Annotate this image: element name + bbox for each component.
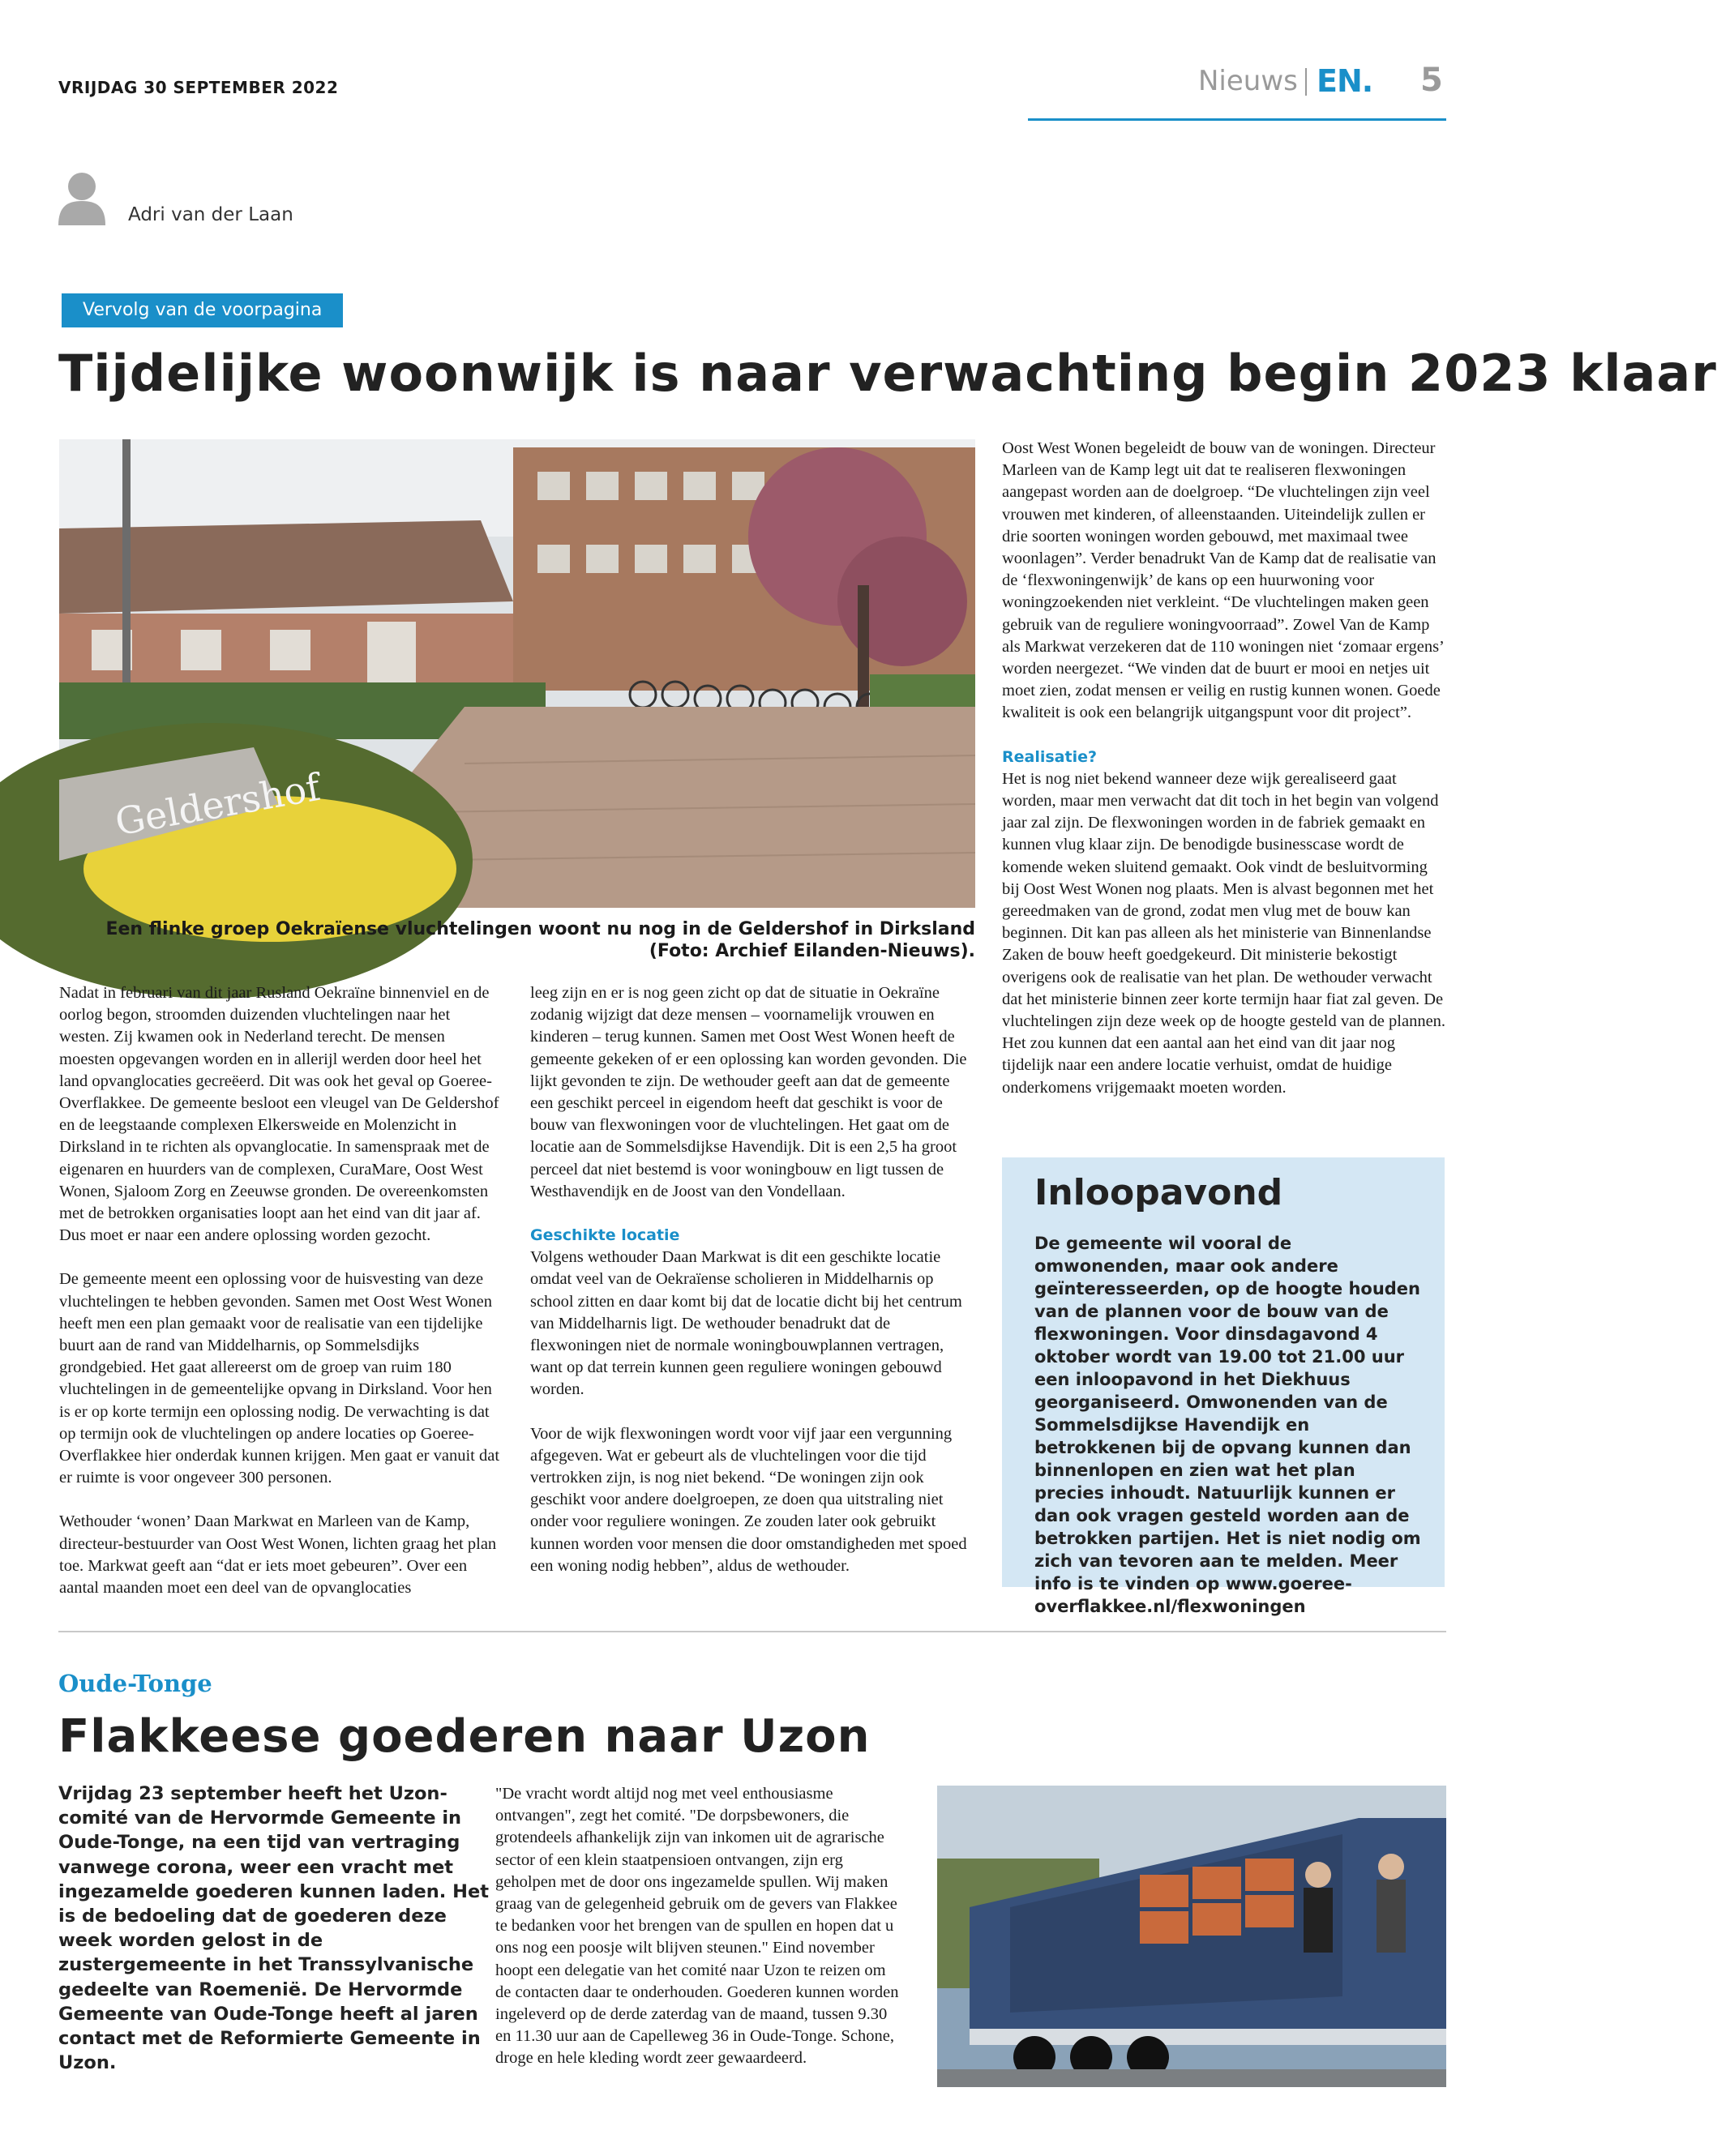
article-column-1 [59,982,501,1621]
paragraph: Volgens wethouder Daan Markwat is dit een geschikte locatie omdat veel van de Oekraïense scholieren in Middelharnis op school zitten en daar komt bij dat de locatie dicht bij het centrum van Middelharnis ligt. De wethouder benadrukt dat de flexwoningen niet de normale woningbouwplannen vertragen, want op dat terrein kunnen geen reguliere woningen gebouwd worden. [530,1248,962,1399]
author-avatar-icon [58,170,105,225]
paragraph: Oost West Wonen begeleidt de bouw van de woningen. Directeur Marleen van de Kamp legt uit dat te realiseren flexwoningen aangepast worden aan de doelgroep. “De vluchtelingen zijn veel vrouwen met kinderen, of alleenstaanden. Uiteindelijk zullen er drie soorten woningen worden gebouwd, met maximaal twee woonlagen”. Verder benadrukt Van de Kamp dat de realisatie van de ‘flexwoningenwijk’ de kans op een huurwoning voor woningzoekenden niet verkleint. “De vluchtelingen maken geen gebruik van de reguliere woningvoorraad”. Zowel Van de Kamp als Markwat verzekeren dat de 110 woningen niet ‘zomaar ergens’ worden neergezet. “We vinden dat de buurt er mooi en netjes uit moet zien, zodat mensen er veilig en rustig kunnen wonen. Goede kwaliteit is ook een belangrijk uitgangspunt voor dit project”. [1002,439,1444,722]
info-box-title: Inloopavond [1034,1172,1283,1213]
story-headline: Flakkeese goederen naar Uzon [58,1710,871,1763]
caption-line-2: (Foto: Archief Eilanden-Nieuws). [649,941,975,961]
paragraph: leeg zijn en er is nog geen zicht op dat de situatie in Oekraïne zodanig wijzigt dat deze mensen – voornamelijk vrouwen en kinderen – terug kunnen. Samen met Oost West Wonen heeft de gemeente gekeken of er een oplossing kan worden gevonden. Die lijkt gevonden te zijn. De wethouder geeft aan dat de gemeente een geschikt perceel in eigendom heeft dat geschikt is voor de bouw van flexwoningen voor de vluchtelingen. Het gaat om de locatie aan de Sommelsdijkse Havendijk. Dit is een 2,5 ha groot perceel dat niet bestemd is voor woningbouw en ligt tussen de Westhavendijk en de Joost van den Vondellaan. [530,984,967,1200]
article-column-2 [530,982,972,1599]
main-headline: Tijdelijke woonwijk is naar verwachting begin 2023 klaar [58,344,1717,403]
paragraph: Het is nog niet bekend wanneer deze wijk gerealiseerd gaat worden, maar men verwacht dat dit toch in het begin van volgend jaar zal zijn. De flexwoningen worden in de fabriek gemaakt en kunnen vlug klaar zijn. De benodigde businesscase wordt de komende weken sluitend gemaakt. Ook vindt de besluitvorming bij Oost West Wonen nog plaats. Men is alvast begonnen met het gereedmaken van de grond, zodat men vlug met de bouw kan beginnen. Dit kan pas alleen als het ministerie van Binnenlandse Zaken de bouw heeft goedgekeurd. Dit ministerie bekostigt overigens ook de realisatie van het plan. De wethouder verwacht dat het ministerie binnen zeer korte termijn haar fiat zal geven. De vluchtelingen zijn deze week op de hoogte gesteld van de plannen. Het zou kunnen dat een aantal aan het eind van dit jaar nog tijdelijk naar een andere locatie verhuist, omdat de huidige onderkomens vrijgemaakt moeten worden. [1002,769,1446,1097]
author-name: Adri van der Laan [128,204,293,225]
issue-date: VRIJDAG 30 SEPTEMBER 2022 [58,78,339,97]
geldershof-photo [59,439,975,908]
paragraph: Voor de wijk flexwoningen wordt voor vijf jaar een vergunning afgegeven. Wat er gebeurt als de vluchtelingen voor die tijd vertrokken zijn, is nog niet bekend. “De woningen zijn ook geschikt voor andere doelgroepen, ze doen qua uitstraling niet onder voor reguliere woningen. Ze zouden later ook gebruikt kunnen worden voor mensen die door omstandigheden met spoed een woning nodig hebben”, aldus de wethouder. [530,1424,967,1575]
section-divider [58,1631,1446,1632]
photo-caption [59,918,975,962]
header-rule [1028,118,1446,121]
subheading: Geschikte locatie [530,1226,680,1245]
caption-line-1: Een flinke groep Oekraïense vluchtelingen woont nu nog in de Geldershof in Dirksland [105,919,975,939]
newspaper-logo: EN. [1317,63,1373,99]
page-number: 5 [1420,62,1443,99]
story-lead: Vrijdag 23 september heeft het Uzon-comité van de Hervormde Gemeente in Oude-Tonge, na een tijd van vertraging vanwege corona, weer een vracht met ingezamelde goederen kunnen laden. Het is de bedoeling dat de goederen deze week worden gelost in de zustergemeente in het Transsylvanische gedeelte van Roemenië. De Hervormde Gemeente van Oude-Tonge heeft al jaren contact met de Reformierte Gemeente in Uzon. [58,1783,490,2074]
story-body: "De vracht wordt altijd nog met veel enthousiasme ontvangen", zegt het comité. "De dorpsbewoners, die grotendeels afhankelijk zijn van inkomen uit de agrarische sector of een klein staatpensioen ontvangen, zijn erg geholpen met de door ons ingezamelde spullen. Wij maken graag van de gelegenheid gebruik om de gevers van Flakkee te bedanken voor het brengen van de spullen en hopen dat u ons nog een poosje wilt blijven steunen." Eind november hoopt een delegatie van het comité naar Uzon te reizen om de contacten daar te onderhouden. Goederen kunnen worden ingeleverd op de derde zaterdag van de maand, tussen 9.30 en 11.30 uur aan de Capelleweg 36 in Oude-Tonge. Schone, droge en hele kleding wordt zeer gewaardeerd. [495,1785,899,2068]
photo-sign-text: Geldershof [112,764,323,845]
section-separator [1305,68,1307,96]
info-box [1002,1157,1445,1616]
subheading: Realisatie? [1002,747,1097,766]
truck-loading-photo [937,1786,1446,2087]
info-box-text: De gemeente wil vooral de omwonenden, maar ook andere geïnteresseerden, op de hoogte houden van de plannen voor de bouw van de flexwoningen. Voor dinsdagavond 4 oktober wordt van 19.00 tot 21.00 uur een inloopavond in het Diekhuus georganiseerd. Omwonenden van de Sommelsdijkse Havendijk en betrokkenen bij de opvang kunnen dan binnenlopen en zien wat het plan precies inhoudt. Natuurlijk kunnen er dan ook vragen gesteld worden aan de betrokken partijen. Het is niet nodig om zich van tevoren aan te melden. Meer info is te vinden op www.goeree-overflakkee.nl/flexwoningen [1034,1234,1421,1616]
continued-tag: Vervolg van de voorpagina [62,293,343,327]
article-column-3 [1002,438,1448,1121]
paragraph: Wethouder ‘wonen’ Daan Markwat en Marleen van de Kamp, directeur-bestuurder van Oost West Wonen, lichten graag het plan toe. Markwat geeft aan “dat er iets moet gebeuren”. Over een aantal maanden moet een deel van de opvanglocaties [59,1512,497,1598]
paragraph: De gemeente meent een oplossing voor de huisvesting van deze vluchtelingen te hebben gevonden. Samen met Oost West Wonen heeft men een plan gemaakt voor de realisatie van een tijdelijke buurt aan de rand van Middelharnis, op Sommelsdijks grondgebied. Het gaat allereerst om de groep van ruim 180 vluchtelingen in de gemeentelijke opvang in Dirksland. Voor hen is er op korte termijn een oplossing nodig. De verwachting is dat op termijn ook de vluchtelingen op andere locaties op Goeree-Overflakkee hier onderdak kunnen krijgen. Men gaat er vanuit dat er ruimte is voor ongeveer 300 personen. [59,1270,500,1487]
paragraph: Nadat in februari van dit jaar Rusland Oekraïne binnenviel en de oorlog begon, stroomden duizenden vluchtelingen naar het westen. Zij kwamen ook in Nederland terecht. De mensen moesten opgevangen worden en in allerijl werden door heel het land opvanglocaties gecreëerd. Dit was ook het geval op Goeree-Overflakkee. De gemeente besloot een vleugel van De Geldershof en de leegstaande complexen Elkersweide en Molenzicht in Dirksland in te richten als opvanglocatie. In samenspraak met de eigenaren en huurders van de complexen, CuraMare, Oost West Wonen, Sjaloom Zorg en Zeeuwse gronden. De overeenkomsten met de betrokken organisaties loopt aan het eind van dit jaar af. Dus moet er naar een andere oplossing worden gezocht. [59,984,499,1245]
story-kicker: Oude-Tonge [58,1670,212,1697]
section-label: Nieuws [1198,65,1298,97]
